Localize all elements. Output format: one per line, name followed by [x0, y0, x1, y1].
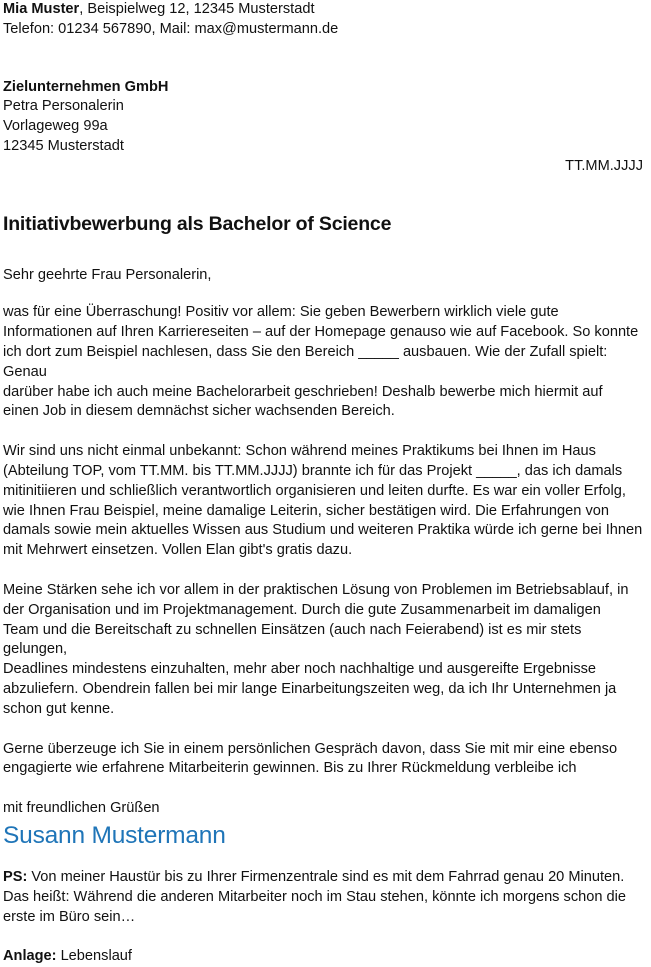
paragraph-line: Meine Stärken sehe ich vor allem in der praktischen Lösung von Problemen im Betriebsablauf, in — [3, 581, 629, 598]
salutation: Sehr geehrte Frau Personalerin, — [3, 266, 212, 283]
signature-name: Susann Mustermann — [3, 821, 226, 849]
body-paragraph-2 — [3, 442, 643, 561]
paragraph-line: abzuliefern. Obendrein fallen bei mir lange Einarbeitungszeiten weg, da ich Ihr Unternehmen ja — [3, 680, 617, 697]
paragraph-line: darüber habe ich auch meine Bachelorarbeit geschrieben! Deshalb bewerbe mich hiermit auf — [3, 383, 603, 400]
letter-subject: Initiativbewerbung als Bachelor of Science — [3, 212, 392, 235]
body-paragraph-4 — [3, 740, 643, 780]
paragraph-line: was für eine Überraschung! Positiv vor allem: Sie geben Bewerbern wirklich viele gute — [3, 304, 559, 321]
paragraph-line: der Organisation und im Projektmanagement. Durch die gute Zusammenarbeit im damaligen — [3, 601, 601, 618]
paragraph-line: schon gut kenne. — [3, 700, 115, 717]
letter-date: TT.MM.JJJJ — [565, 157, 643, 174]
ps-label: PS: — [3, 868, 28, 885]
body-paragraph-3 — [3, 581, 643, 720]
paragraph-line: wie Ihnen Frau Beispiel, meine damalige Leiterin, sicher bestätigen wird. Die Erfahrungen von — [3, 502, 609, 519]
paragraph-line: mitinitiieren und schließlich verantwortlich organisieren und leiten durfte. Es war ein voller Erfolg, — [3, 482, 626, 499]
paragraph-line: Wir sind uns nicht einmal unbekannt: Schon während meines Praktikums bei Ihnen im Haus — [3, 443, 596, 460]
attachment-value: Lebenslauf — [56, 948, 132, 965]
paragraph-line: engagierte wie erfahrene Mitarbeiterin gewinnen. Bis zu Ihrer Rückmeldung verbleibe ich — [3, 760, 577, 777]
letter-page — [3, 0, 643, 967]
postscript — [3, 868, 643, 927]
recipient-street: Vorlageweg 99a — [3, 118, 108, 135]
recipient-company: Zielunternehmen GmbH — [3, 78, 169, 95]
sender-address: , Beispielweg 12, 12345 Musterstadt — [79, 1, 315, 17]
paragraph-line: einen Job in diesem demnächst sicher wachsenden Bereich. — [3, 403, 395, 420]
paragraph-line: Gerne überzeuge ich Sie in einem persönlichen Gespräch davon, dass Sie mit mir eine ebenso — [3, 740, 618, 757]
body-paragraph-1 — [3, 303, 643, 422]
attachment-label: Anlage: — [3, 948, 57, 965]
paragraph-line: Deadlines mindestens einzuhalten, mehr aber noch nachhaltige und ausgereifte Ergebnisse — [3, 661, 597, 678]
paragraph-line: (Abteilung TOP, vom TT.MM. bis TT.MM.JJJJ) brannte ich für das Projekt _____, das ich damals — [3, 462, 623, 479]
paragraph-line: Team und die Bereitschaft zu schnellen Einsätzen (auch nach Feierabend) ist es mir stets gelungen, — [3, 621, 586, 658]
recipient-block — [3, 78, 643, 157]
recipient-person: Petra Personalerin — [3, 98, 124, 115]
ps-text: Von meiner Haustür bis zu Ihrer Firmenzentrale sind es mit dem Fahrrad genau 20 Minuten. — [27, 868, 625, 885]
sender-block — [3, 0, 643, 40]
ps-line — [3, 868, 643, 888]
paragraph-line: Informationen auf Ihren Karriereseiten – auf der Homepage genauso wie auf Facebook. So konnte — [3, 324, 639, 341]
ps-line: Das heißt: Während die anderen Mitarbeiter noch im Stau stehen, könnte ich morgens schon die — [3, 888, 627, 905]
paragraph-line: damals sowie mein aktuelles Wissen aus Studium und weiteren Praktika würde ich gerne bei Ihnen — [3, 522, 643, 539]
ps-line: erste im Büro sein… — [3, 908, 136, 925]
recipient-city: 12345 Musterstadt — [3, 137, 124, 154]
attachment-line — [3, 947, 643, 967]
sender-name: Mia Muster — [3, 1, 80, 17]
paragraph-line: mit Mehrwert einsetzen. Vollen Elan gibt's gratis dazu. — [3, 542, 353, 559]
sender-line — [3, 0, 643, 20]
paragraph-line: ich dort zum Beispiel nachlesen, dass Sie den Bereich _____ ausbauen. Wie der Zufall spielt: Genau — [3, 343, 612, 380]
sender-contact: Telefon: 01234 567890, Mail: max@mustermann.de — [3, 20, 339, 37]
closing-phrase: mit freundlichen Grüßen — [3, 800, 160, 817]
